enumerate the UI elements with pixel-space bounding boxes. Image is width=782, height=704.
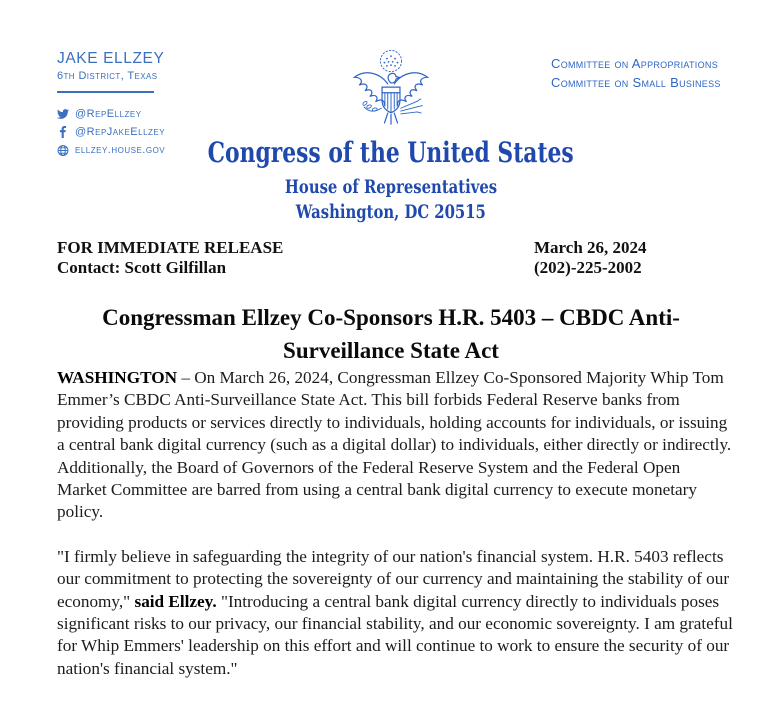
twitter-icon bbox=[57, 108, 69, 120]
headline-line-2: Surveillance State Act bbox=[283, 338, 499, 363]
paragraph-1: WASHINGTON – On March 26, 2024, Congressman Ellzey Co-Sponsored Majority Whip Tom Emmer’s CBDC Anti-Surveillance State Act. This bill forbids Federal Reserve banks from providing products or services directly to individuals, holding accounts for individuals, or issuing a central bank digital currency (such as a digital dollar) to individuals, either directly or indirectly. Additionally, the Board of Governors of the Federal Reserve System and the Federal Open Market Committee are barred from using a central bank digital currency to execute monetary policy. bbox=[57, 368, 732, 522]
press-release-headline bbox=[0, 301, 782, 367]
body-copy bbox=[57, 367, 733, 702]
social-row-twitter bbox=[57, 105, 165, 123]
committee-appropriations: Committee on Appropriations bbox=[551, 56, 719, 71]
release-left-block bbox=[57, 238, 534, 278]
dateline: WASHINGTON bbox=[57, 368, 178, 387]
release-label: FOR IMMEDIATE RELEASE bbox=[57, 238, 284, 257]
release-info-row bbox=[57, 238, 730, 278]
website-url: ellzey.house.gov bbox=[75, 144, 166, 156]
paragraph-2: "I firmly believe in safeguarding the integrity of our nation's financial system. H.R. 5403 reflects our commitment to protecting the sovereignty of our currency and maintaining the stability of our economy," said Ellzey. "Introducing a central bank digital currency directly to individuals poses significant risks to our privacy, our financial stability, and our economic sovereignty. I am grateful for Whip Emmers' leadership on this effort and will continue to work to ensure the security of our nation's financial system." bbox=[57, 546, 733, 678]
address-line: Washington, DC 20515 bbox=[295, 201, 487, 223]
contact-phone: (202)-225-2002 bbox=[534, 258, 642, 277]
release-right-block bbox=[534, 238, 730, 278]
contact-line: Contact: Scott Gilfillan bbox=[57, 258, 227, 277]
congress-title-line: Congress of the United States bbox=[207, 136, 575, 169]
headline-line-1: Congressman Ellzey Co-Sponsors H.R. 5403 – CBDC Anti- bbox=[102, 305, 680, 330]
facebook-handle: @RepJakeEllzey bbox=[75, 126, 166, 138]
attribution: said Ellzey. bbox=[134, 591, 217, 611]
committee-small-business: Committee on Small Business bbox=[551, 75, 721, 90]
letterhead-divider bbox=[57, 91, 154, 93]
member-district: 6th District, Texas bbox=[57, 70, 158, 82]
chamber-line: House of Representatives bbox=[284, 176, 498, 198]
committee-assignments bbox=[551, 54, 721, 92]
twitter-handle: @RepEllzey bbox=[75, 108, 142, 120]
member-name: JAKE ELLZEY bbox=[57, 50, 165, 67]
release-date: March 26, 2024 bbox=[534, 238, 647, 257]
great-seal-icon bbox=[342, 48, 440, 145]
